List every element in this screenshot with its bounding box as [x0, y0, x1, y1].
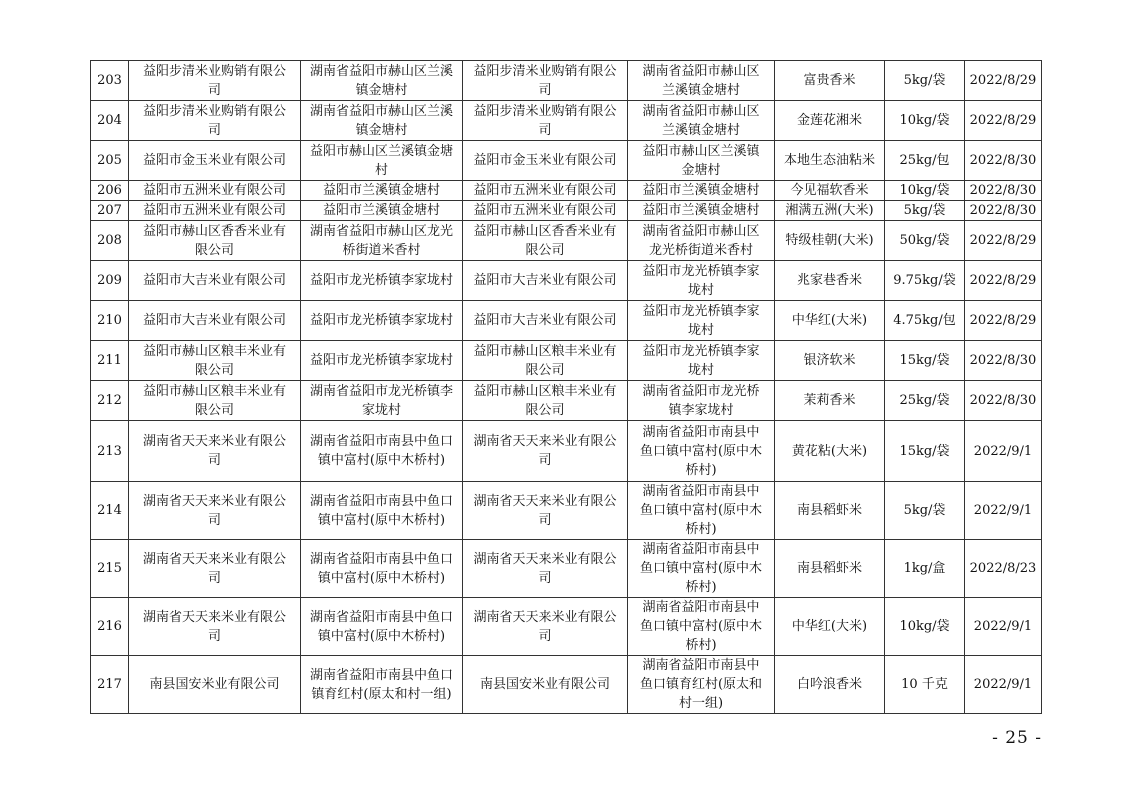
row-number-cell: 214	[91, 482, 129, 540]
company-address-cell: 益阳市赫山区兰溪镇金塘 村	[301, 141, 463, 181]
specification-cell: 10kg/袋	[885, 181, 965, 201]
specification-cell: 10 千克	[885, 656, 965, 714]
specification-cell: 50kg/袋	[885, 221, 965, 261]
company-name-cell: 南县国安米业有限公司	[129, 656, 301, 714]
production-date-cell: 2022/8/29	[965, 61, 1042, 101]
production-date-cell: 2022/9/1	[965, 482, 1042, 540]
table-row	[91, 421, 1042, 482]
specification-cell: 10kg/袋	[885, 598, 965, 656]
producer-name-cell: 益阳步清米业购销有限公 司	[463, 101, 628, 141]
producer-name-cell: 湖南省天天来米业有限公 司	[463, 598, 628, 656]
product-name-cell: 今见福软香米	[775, 181, 885, 201]
producer-address-cell: 益阳市龙光桥镇李家 垅村	[628, 301, 775, 341]
product-name-cell: 黄花粘(大米)	[775, 421, 885, 482]
producer-address-cell: 湖南省益阳市南县中 鱼口镇中富村(原中木 桥村)	[628, 540, 775, 598]
company-address-cell: 湖南省益阳市赫山区兰溪 镇金塘村	[301, 101, 463, 141]
production-date-cell: 2022/8/23	[965, 540, 1042, 598]
product-name-cell: 兆家巷香米	[775, 261, 885, 301]
product-name-cell: 白吟浪香米	[775, 656, 885, 714]
production-date-cell: 2022/9/1	[965, 656, 1042, 714]
specification-cell: 9.75kg/袋	[885, 261, 965, 301]
company-address-cell: 湖南省益阳市南县中鱼口 镇中富村(原中木桥村)	[301, 598, 463, 656]
company-address-cell: 益阳市龙光桥镇李家垅村	[301, 341, 463, 381]
producer-address-cell: 湖南省益阳市南县中 鱼口镇育红村(原太和 村一组)	[628, 656, 775, 714]
producer-name-cell: 南县国安米业有限公司	[463, 656, 628, 714]
product-name-cell: 湘满五洲(大米)	[775, 201, 885, 221]
product-name-cell: 中华红(大米)	[775, 301, 885, 341]
table-row	[91, 101, 1042, 141]
producer-address-cell: 益阳市龙光桥镇李家 垅村	[628, 341, 775, 381]
company-name-cell: 益阳市赫山区香香米业有 限公司	[129, 221, 301, 261]
company-name-cell: 益阳步清米业购销有限公 司	[129, 61, 301, 101]
production-date-cell: 2022/8/30	[965, 381, 1042, 421]
production-date-cell: 2022/8/30	[965, 201, 1042, 221]
page-number: - 25 -	[992, 728, 1042, 748]
company-name-cell: 湖南省天天来米业有限公 司	[129, 598, 301, 656]
producer-name-cell: 益阳步清米业购销有限公 司	[463, 61, 628, 101]
producer-address-cell: 湖南省益阳市龙光桥 镇李家垅村	[628, 381, 775, 421]
company-name-cell: 湖南省天天来米业有限公 司	[129, 482, 301, 540]
row-number-cell: 209	[91, 261, 129, 301]
product-name-cell: 南县稻虾米	[775, 540, 885, 598]
company-address-cell: 益阳市兰溪镇金塘村	[301, 181, 463, 201]
row-number-cell: 203	[91, 61, 129, 101]
company-name-cell: 益阳步清米业购销有限公 司	[129, 101, 301, 141]
production-date-cell: 2022/8/30	[965, 141, 1042, 181]
product-name-cell: 富贵香米	[775, 61, 885, 101]
producer-name-cell: 益阳市赫山区香香米业有 限公司	[463, 221, 628, 261]
company-address-cell: 益阳市龙光桥镇李家垅村	[301, 301, 463, 341]
specification-cell: 10kg/袋	[885, 101, 965, 141]
company-name-cell: 湖南省天天来米业有限公 司	[129, 540, 301, 598]
company-name-cell: 益阳市五洲米业有限公司	[129, 181, 301, 201]
sampling-table	[90, 60, 1042, 714]
row-number-cell: 212	[91, 381, 129, 421]
company-address-cell: 湖南省益阳市龙光桥镇李 家垅村	[301, 381, 463, 421]
product-name-cell: 金莲花湘米	[775, 101, 885, 141]
specification-cell: 15kg/袋	[885, 341, 965, 381]
row-number-cell: 204	[91, 101, 129, 141]
producer-name-cell: 湖南省天天来米业有限公 司	[463, 540, 628, 598]
producer-address-cell: 益阳市兰溪镇金塘村	[628, 181, 775, 201]
production-date-cell: 2022/8/30	[965, 181, 1042, 201]
producer-name-cell: 益阳市大吉米业有限公司	[463, 301, 628, 341]
company-address-cell: 湖南省益阳市南县中鱼口 镇中富村(原中木桥村)	[301, 421, 463, 482]
row-number-cell: 217	[91, 656, 129, 714]
product-name-cell: 茉莉香米	[775, 381, 885, 421]
specification-cell: 4.75kg/包	[885, 301, 965, 341]
table-row	[91, 141, 1042, 181]
production-date-cell: 2022/8/29	[965, 101, 1042, 141]
producer-address-cell: 益阳市龙光桥镇李家 垅村	[628, 261, 775, 301]
specification-cell: 1kg/盒	[885, 540, 965, 598]
company-address-cell: 湖南省益阳市赫山区兰溪 镇金塘村	[301, 61, 463, 101]
table-row	[91, 598, 1042, 656]
production-date-cell: 2022/9/1	[965, 421, 1042, 482]
table-row	[91, 261, 1042, 301]
table-row	[91, 301, 1042, 341]
company-name-cell: 益阳市赫山区粮丰米业有 限公司	[129, 381, 301, 421]
table-row	[91, 61, 1042, 101]
table-row	[91, 181, 1042, 201]
producer-name-cell: 益阳市大吉米业有限公司	[463, 261, 628, 301]
company-address-cell: 湖南省益阳市南县中鱼口 镇中富村(原中木桥村)	[301, 540, 463, 598]
specification-cell: 5kg/袋	[885, 61, 965, 101]
product-name-cell: 特级桂朝(大米)	[775, 221, 885, 261]
producer-name-cell: 湖南省天天来米业有限公 司	[463, 421, 628, 482]
producer-address-cell: 湖南省益阳市赫山区 兰溪镇金塘村	[628, 101, 775, 141]
row-number-cell: 208	[91, 221, 129, 261]
specification-cell: 25kg/包	[885, 141, 965, 181]
company-name-cell: 益阳市赫山区粮丰米业有 限公司	[129, 341, 301, 381]
producer-address-cell: 湖南省益阳市南县中 鱼口镇中富村(原中木 桥村)	[628, 421, 775, 482]
company-name-cell: 益阳市大吉米业有限公司	[129, 301, 301, 341]
producer-address-cell: 益阳市赫山区兰溪镇 金塘村	[628, 141, 775, 181]
table-row	[91, 381, 1042, 421]
specification-cell: 15kg/袋	[885, 421, 965, 482]
specification-cell: 25kg/袋	[885, 381, 965, 421]
table-row	[91, 656, 1042, 714]
company-address-cell: 湖南省益阳市南县中鱼口 镇中富村(原中木桥村)	[301, 482, 463, 540]
row-number-cell: 211	[91, 341, 129, 381]
product-name-cell: 本地生态油粘米	[775, 141, 885, 181]
production-date-cell: 2022/8/29	[965, 261, 1042, 301]
producer-name-cell: 益阳市五洲米业有限公司	[463, 181, 628, 201]
producer-name-cell: 益阳市五洲米业有限公司	[463, 201, 628, 221]
production-date-cell: 2022/8/30	[965, 341, 1042, 381]
row-number-cell: 205	[91, 141, 129, 181]
company-name-cell: 益阳市大吉米业有限公司	[129, 261, 301, 301]
company-address-cell: 湖南省益阳市赫山区龙光 桥街道米香村	[301, 221, 463, 261]
producer-address-cell: 湖南省益阳市赫山区 兰溪镇金塘村	[628, 61, 775, 101]
table-row	[91, 482, 1042, 540]
producer-name-cell: 益阳市赫山区粮丰米业有 限公司	[463, 341, 628, 381]
company-name-cell: 湖南省天天来米业有限公 司	[129, 421, 301, 482]
producer-address-cell: 益阳市兰溪镇金塘村	[628, 201, 775, 221]
product-name-cell: 银济软米	[775, 341, 885, 381]
company-name-cell: 益阳市五洲米业有限公司	[129, 201, 301, 221]
specification-cell: 5kg/袋	[885, 482, 965, 540]
row-number-cell: 206	[91, 181, 129, 201]
table-row	[91, 201, 1042, 221]
row-number-cell: 210	[91, 301, 129, 341]
table-row	[91, 341, 1042, 381]
row-number-cell: 216	[91, 598, 129, 656]
production-date-cell: 2022/8/29	[965, 301, 1042, 341]
row-number-cell: 213	[91, 421, 129, 482]
company-address-cell: 益阳市龙光桥镇李家垅村	[301, 261, 463, 301]
production-date-cell: 2022/8/29	[965, 221, 1042, 261]
table-row	[91, 221, 1042, 261]
table-body	[91, 61, 1042, 714]
producer-address-cell: 湖南省益阳市赫山区 龙光桥街道米香村	[628, 221, 775, 261]
row-number-cell: 207	[91, 201, 129, 221]
row-number-cell: 215	[91, 540, 129, 598]
specification-cell: 5kg/袋	[885, 201, 965, 221]
product-name-cell: 南县稻虾米	[775, 482, 885, 540]
producer-address-cell: 湖南省益阳市南县中 鱼口镇中富村(原中木 桥村)	[628, 482, 775, 540]
table-row	[91, 540, 1042, 598]
producer-address-cell: 湖南省益阳市南县中 鱼口镇中富村(原中木 桥村)	[628, 598, 775, 656]
production-date-cell: 2022/9/1	[965, 598, 1042, 656]
producer-name-cell: 湖南省天天来米业有限公 司	[463, 482, 628, 540]
producer-name-cell: 益阳市金玉米业有限公司	[463, 141, 628, 181]
company-address-cell: 益阳市兰溪镇金塘村	[301, 201, 463, 221]
company-address-cell: 湖南省益阳市南县中鱼口 镇育红村(原太和村一组)	[301, 656, 463, 714]
company-name-cell: 益阳市金玉米业有限公司	[129, 141, 301, 181]
producer-name-cell: 益阳市赫山区粮丰米业有 限公司	[463, 381, 628, 421]
product-name-cell: 中华红(大米)	[775, 598, 885, 656]
